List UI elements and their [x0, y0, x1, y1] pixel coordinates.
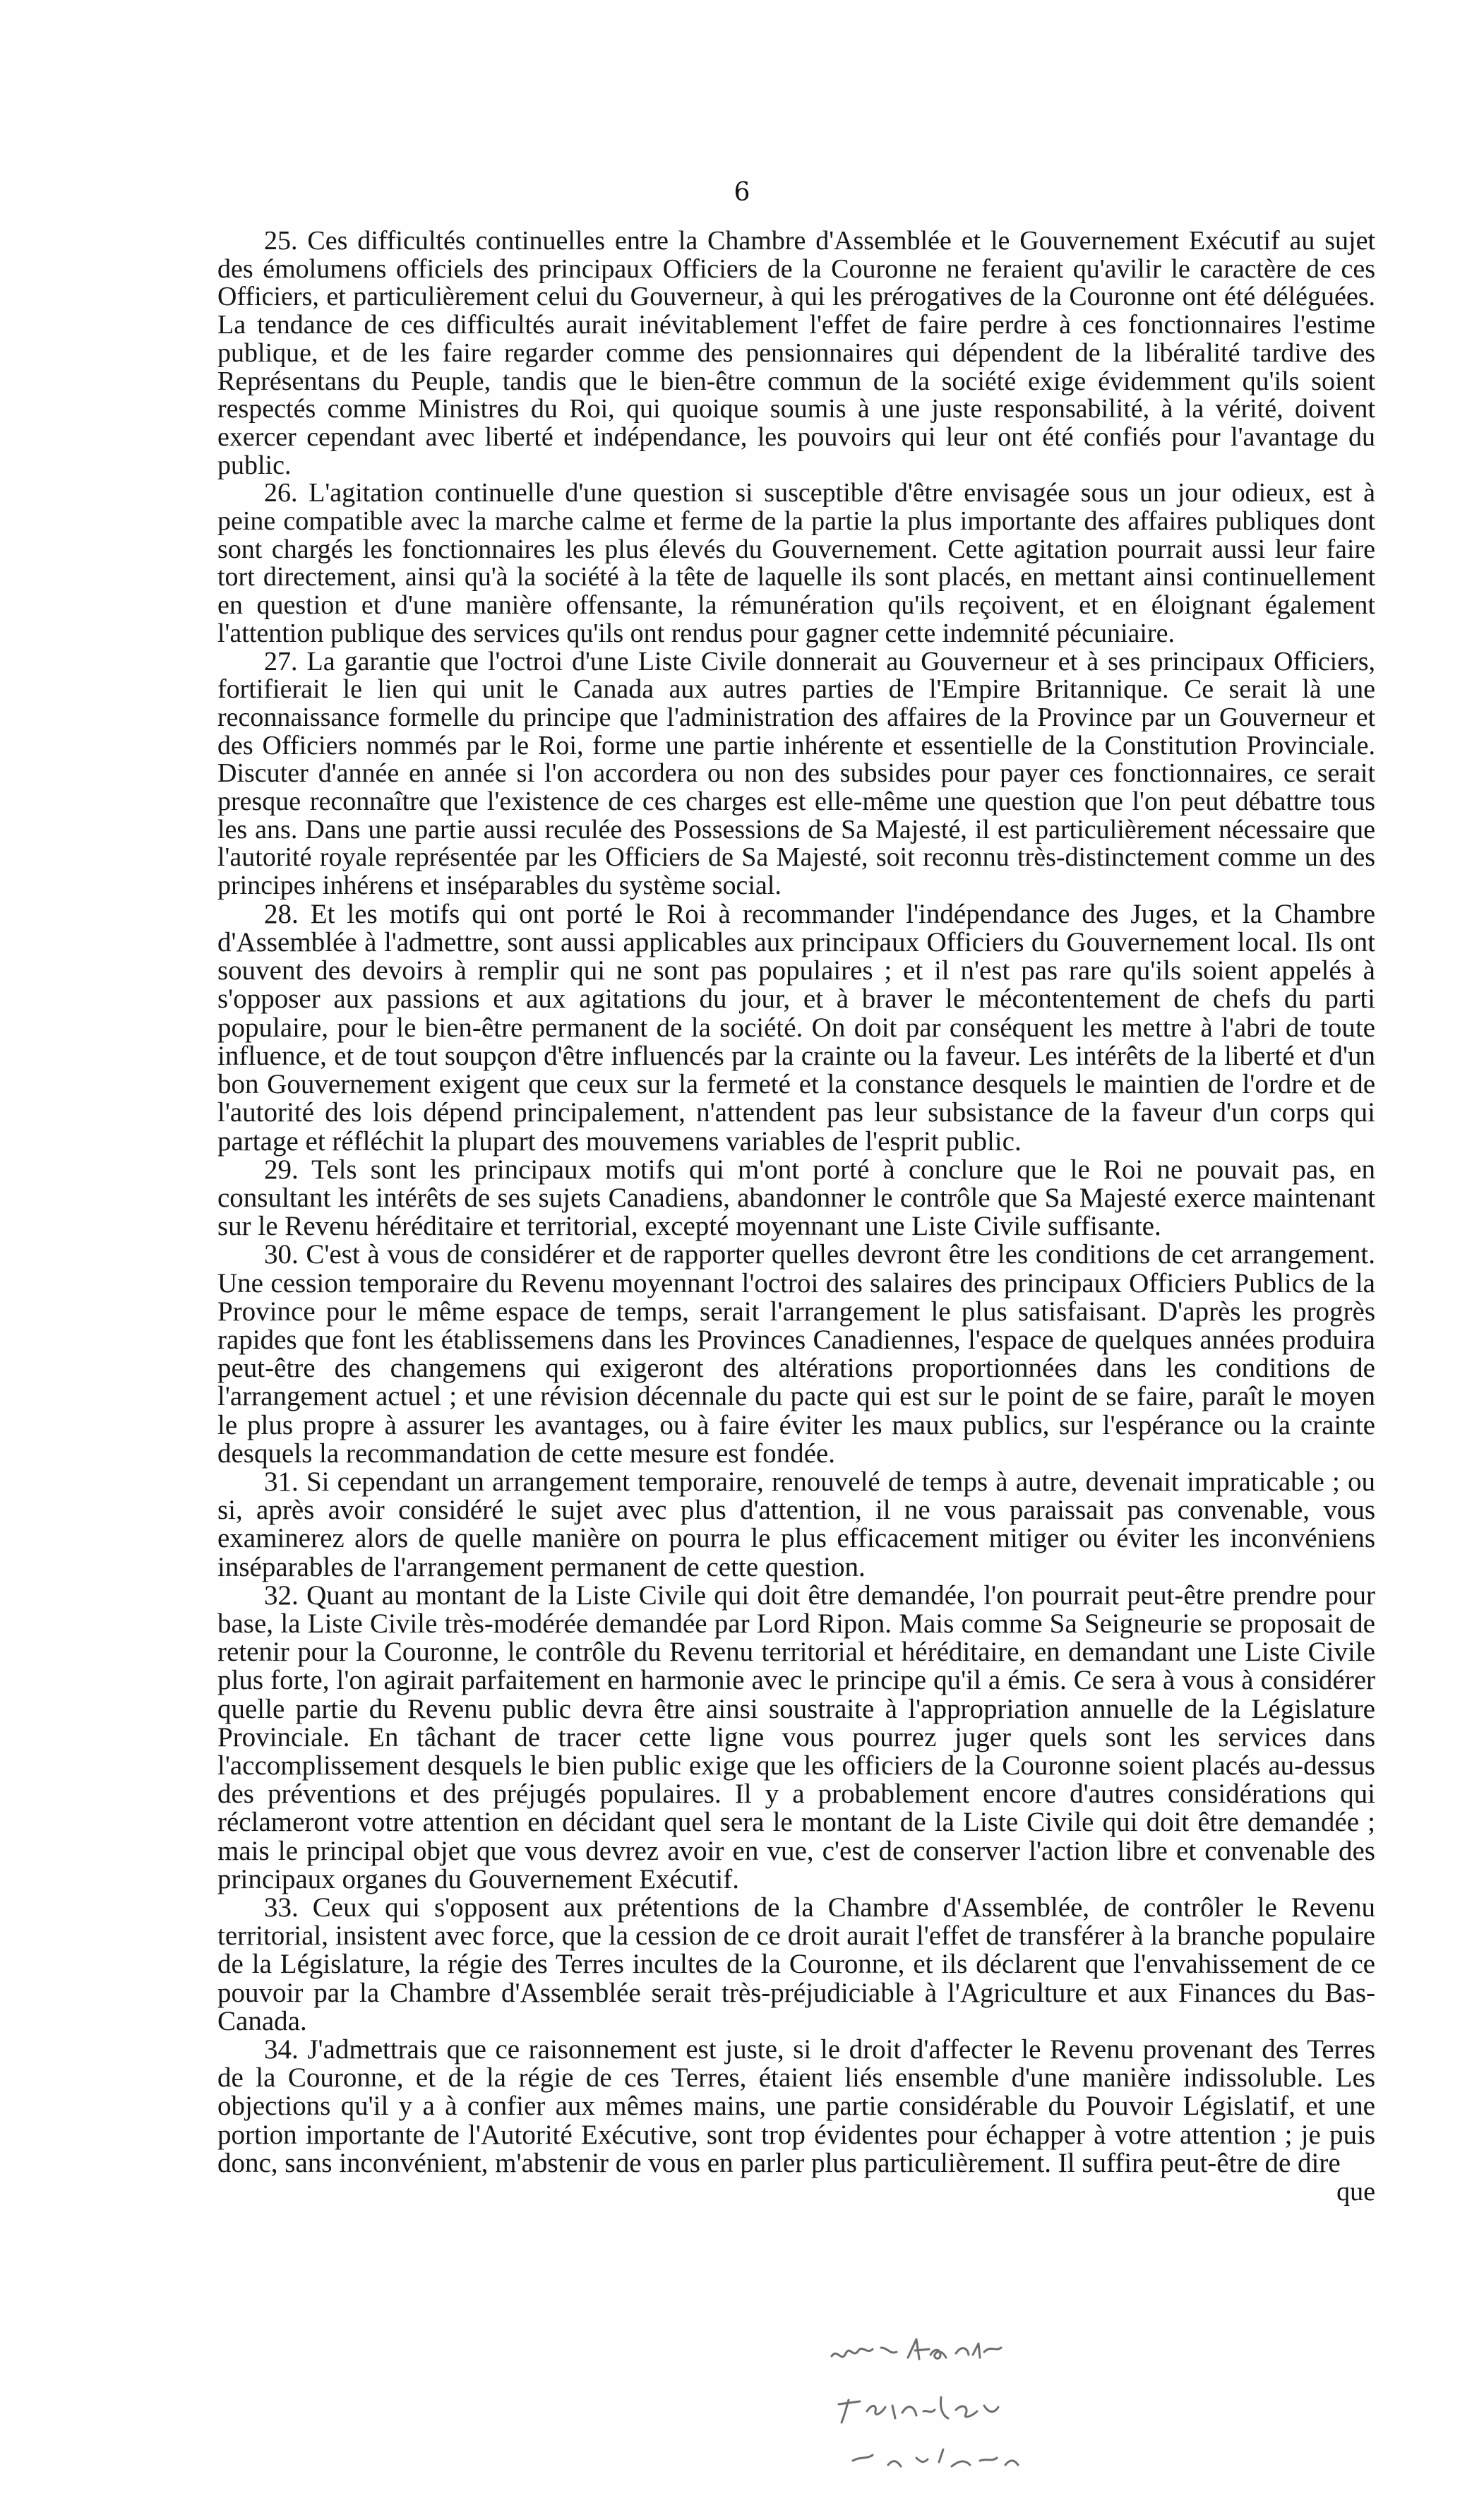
paragraph-number: 33.	[264, 1892, 299, 1923]
paragraph-text: Si cependant un arrangement temporaire, renouvelé de temps à autre, devenait impraticable ; ou si, après avoir considéré le sujet avec plus d'attention, il ne vous paraissait pas convenable, vous examinerez alors de quelle manière on pourra le plus efficacement mitiger ou éviter les inconvéniens inséparables de l'arrangement permanent de cette question.	[217, 1466, 1376, 1582]
pencil-stroke	[839, 2397, 998, 2423]
paragraph-number: 29.	[264, 1154, 299, 1185]
paragraph-34	[217, 2036, 1375, 2178]
paragraph-number: 26.	[264, 478, 298, 508]
paragraph-32	[217, 1582, 1375, 1894]
page-number: 6	[734, 178, 750, 207]
paragraph-text: Ceux qui s'opposent aux prétentions de la Chambre d'Assemblée, de contrôler le Revenu territorial, insistent avec force, que la cession de ce droit aurait l'effet de transférer à la branche populaire de la Législature, la régie des Terres incultes de la Couronne, et ils déclarent que l'envahissement de ce pouvoir par la Chambre d'Assemblée serait très-préjudiciable à l'Agriculture et aux Finances du Bas-Canada.	[217, 1892, 1376, 2036]
paragraph-25	[217, 227, 1375, 479]
paragraph-27	[217, 648, 1375, 900]
pencil-annotation	[825, 2327, 1192, 2496]
paragraph-30	[217, 1241, 1375, 1468]
paragraph-number: 30.	[264, 1239, 299, 1270]
paragraph-text: J'admettrais que ce raisonnement est juste, si le droit d'affecter le Revenu provenant des Terres de la Couronne, et de la régie de ces Terres, étaient liés ensemble d'une manière indissoluble. Les objections qu'il y a à confier aux mêmes mains, une partie considérable du Pouvoir Législatif, et une portion importante de l'Autorité Exécutive, sont trop évidentes pour échapper à votre attention ; je puis donc, sans inconvénient, m'abstenir de vous en parler plus particulièrement. Il suffira peut-être de dire	[217, 2034, 1375, 2178]
paragraph-text: L'agitation continuelle d'une question si susceptible d'être envisagée sous un jour odieux, est à peine compatible avec la marche calme et ferme de la partie la plus importante des affaires publiques dont sont chargés les fonctionnaires les plus élevés du Gouvernement. Cette agitation pourrait aussi leur faire tort directement, ainsi qu'à la société à la tête de laquelle ils sont placés, en mettant ainsi continuellement en question et d'une manière offensante, la rémunération qu'ils reçoivent, et en éloignant également l'attention publique des services qu'ils ont rendus pour gagner cette indemnité pécuniaire.	[217, 478, 1375, 648]
paragraph-33	[217, 1894, 1375, 2036]
paragraph-text: La garantie que l'octroi d'une Liste Civile donnerait au Gouverneur et à ses principaux Officiers, fortifierait le lien qui unit le Canada aux autres parties de l'Empire Britannique. Ce serait là une reconnaissance formelle du principe que l'administration des affaires de la Province par un Gouverneur et des Officiers nommés par le Roi, forme une partie inhérente et essentielle de la Constitution Provinciale. Discuter d'année en année si l'on accordera ou non des subsides pour payer ces fonctionnaires, ce serait presque reconnaître que l'existence de ces charges est elle-même une question que l'on peut débattre tous les ans. Dans une partie aussi reculée des Possessions de Sa Majesté, il est particulièrement nécessaire que l'autorité royale représentée par les Officiers de Sa Majesté, soit reconnu très-distinctement comme un des principes inhérens et inséparables du système social.	[217, 646, 1376, 901]
paragraph-number: 25.	[264, 226, 298, 256]
paragraph-text: Quant au montant de la Liste Civile qui doit être demandée, l'on pourrait peut-être prendre pour base, la Liste Civile très-modérée demandée par Lord Ripon. Mais comme Sa Seigneurie se proposait de retenir pour la Couronne, le contrôle du Revenu territorial et héréditaire, en demandant une Liste Civile plus forte, l'on agirait parfaitement en harmonie avec le principe qu'il a émis. Ce sera à vous à considérer quelle partie du Revenu public devra être ainsi soustraite à l'appropriation annuelle de la Législature Provinciale. En tâchant de tracer cette ligne vous pourrez juger quels sont les services dans l'accomplissement desquels le bien public exige que les officiers de la Couronne soient placés au-dessus des préventions et des préjugés populaires. Il y a probablement encore d'autres considérations qui réclameront votre attention en décidant quel sera le montant de la Liste Civile qui doit être demandée ; mais le principal objet que vous devrez avoir en vue, c'est de conserver l'action libre et convenable des principaux organes du Gouvernement Exécutif.	[217, 1580, 1376, 1894]
paragraph-text: Ces difficultés continuelles entre la Chambre d'Assemblée et le Gouvernement Exécutif au sujet des émolumens officiels des principaux Officiers de la Couronne ne feraient qu'avilir le caractère de ces Officiers, et particulièrement celui du Gouverneur, à qui les prérogatives de la Couronne ont été déléguées. La tendance de ces difficultés aurait inévitablement l'effet de faire perdre à ces fonctionnaires l'estime publique, et de les faire regarder comme des pensionnaires qui dépendent de la libéralité tardive des Représentans du Peuple, tandis que le bien-être commun de la société exige évidemment qu'ils soient respectés comme Ministres du Roi, qui quoique soumis à une juste responsabilité, à la vérité, doivent exercer cependant avec liberté et indépendance, les pouvoirs qui leur ont été confiés pour l'avantage du public.	[217, 226, 1375, 480]
pencil-stroke	[853, 2449, 1018, 2466]
paragraph-number: 32.	[264, 1580, 299, 1611]
paragraph-number: 34.	[264, 2034, 299, 2065]
paragraph-31	[217, 1468, 1375, 1582]
pencil-stroke	[832, 2339, 1001, 2359]
paragraph-29	[217, 1156, 1375, 1241]
catchword: que	[1336, 2177, 1375, 2207]
paragraph-text: Tels sont les principaux motifs qui m'ont porté à conclure que le Roi ne pouvait pas, en consultant les intérêts de ses sujets Canadiens, abandonner le contrôle que Sa Majesté exerce maintenant sur le Revenu héréditaire et territorial, excepté moyennant une Liste Civile suffisante.	[217, 1154, 1375, 1242]
paragraph-26	[217, 479, 1375, 647]
paragraph-text: C'est à vous de considérer et de rapporter quelles devront être les conditions de cet arrangement. Une cession temporaire du Revenu moyennant l'octroi des salaires des principaux Officiers Publics de la Province pour le même espace de temps, serait l'arrangement le plus satisfaisant. D'après les progrès rapides que font les établissemens dans les Provinces Canadiennes, l'espace de quelques années produira peut-être des changemens qui exigeront des altérations proportionnées dans les conditions de l'arrangement actuel ; et une révision décennale du pacte qui est sur le point de se faire, paraît le moyen le plus propre à assurer les avantages, ou à faire éviter les maux publics, sur l'espérance ou la crainte desquels la recommandation de cette mesure est fondée.	[217, 1239, 1376, 1469]
body-text	[217, 227, 1375, 2206]
paragraph-number: 27.	[264, 646, 298, 676]
paragraph-28	[217, 900, 1375, 1156]
paragraph-number: 28.	[264, 898, 299, 929]
paragraph-text: Et les motifs qui ont porté le Roi à recommander l'indépendance des Juges, et la Chambre d'Assemblée à l'admettre, sont aussi applicables aux principaux Officiers du Gouvernement local. Ils ont souvent des devoirs à remplir qui ne sont pas populaires ; et il n'est pas rare qu'ils soient appelés à s'opposer aux passions et aux agitations du jour, et à braver le mécontentement de chefs du parti populaire, pour le bien-être permanent de la société. On doit par conséquent les mettre à l'abri de toute influence, et de tout soupçon d'être influencés par la crainte ou la faveur. Les intérêts de la liberté et d'un bon Gouvernement exigent que ceux sur la fermeté et la constance desquels le maintien de l'ordre et de l'autorité des lois dépend principalement, n'attendent pas leur subsistance de la faveur d'un corps qui partage et réfléchit la plupart des mouvemens variables de l'esprit public.	[217, 898, 1375, 1157]
paragraph-number: 31.	[264, 1466, 299, 1497]
